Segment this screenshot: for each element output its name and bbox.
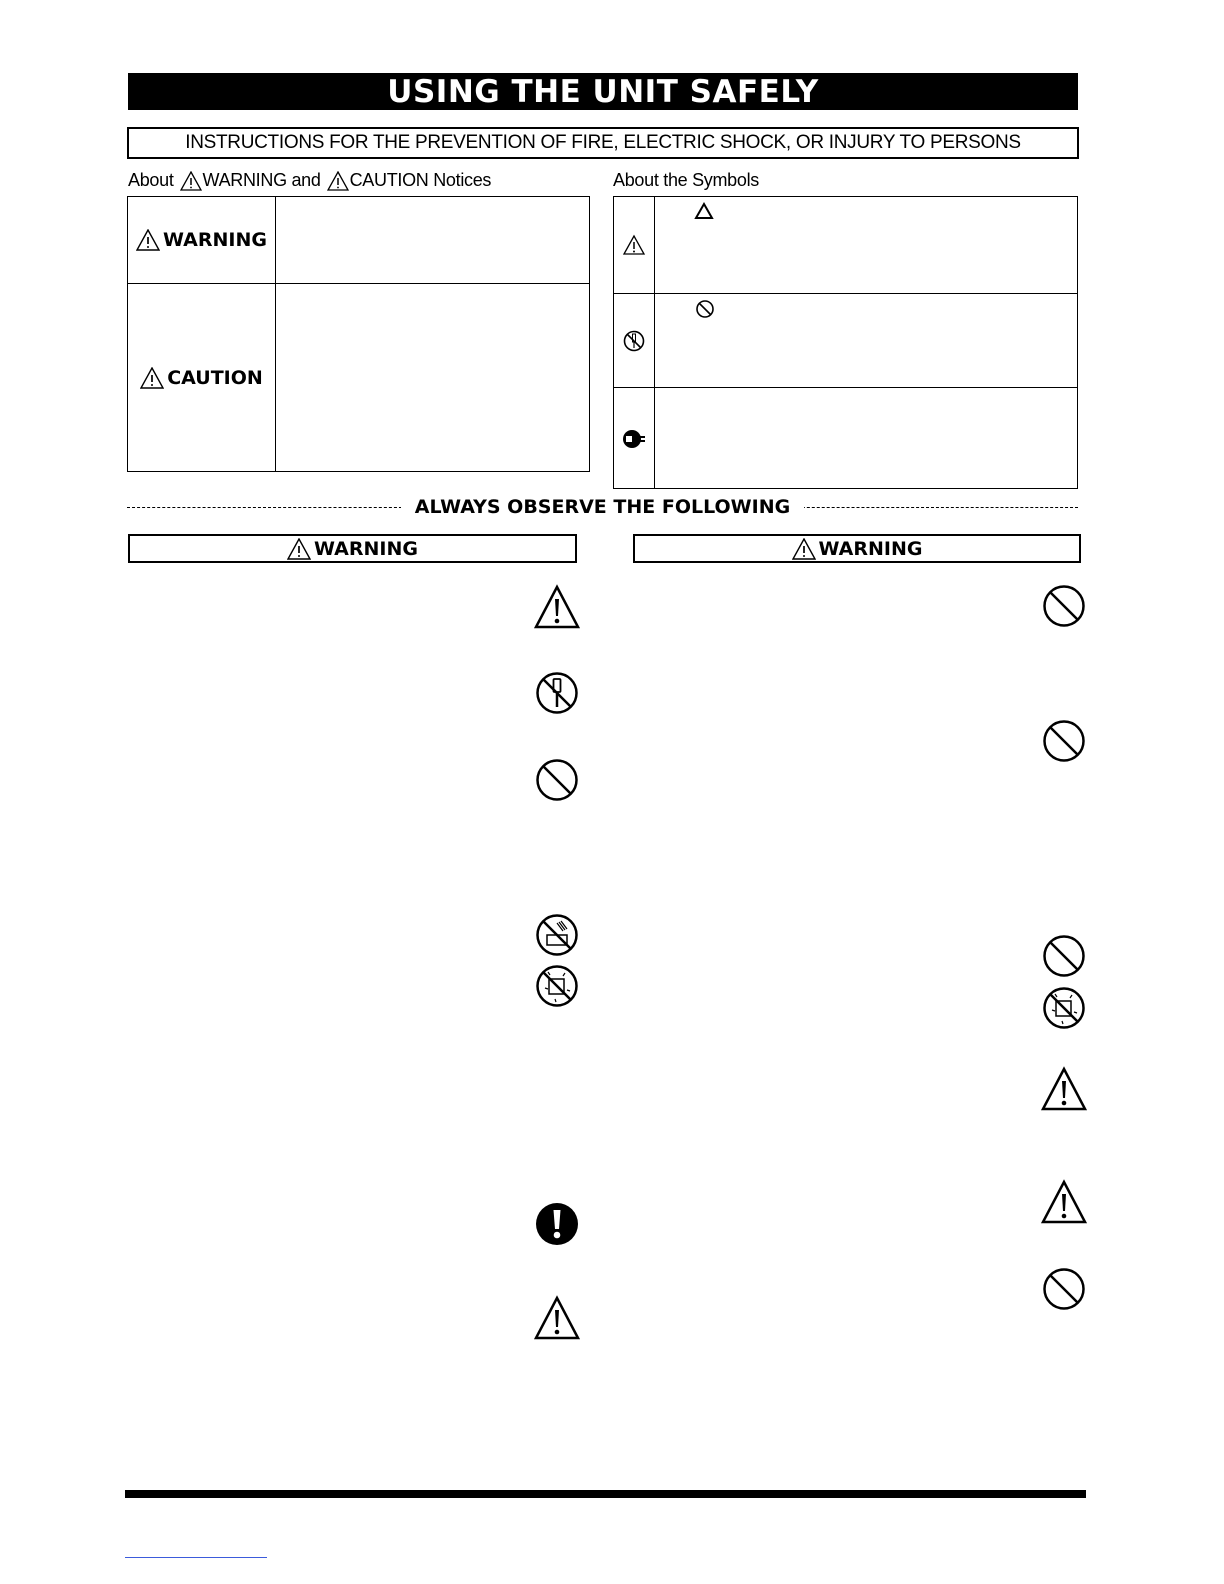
footer-link-underline[interactable] <box>125 1557 267 1558</box>
left-warning-header: WARNING <box>128 534 577 563</box>
caution-triangle-icon <box>1040 1066 1088 1116</box>
warning-and-label: WARNING and <box>202 170 321 190</box>
instructions-subtitle: INSTRUCTIONS FOR THE PREVENTION OF FIRE, ELECTRIC SHOCK, OR INJURY TO PERSONS <box>127 127 1079 159</box>
unplug-icon <box>614 388 654 489</box>
bottom-rule <box>125 1490 1086 1498</box>
symbol-table <box>613 196 1078 489</box>
warning-triangle-icon <box>136 229 160 251</box>
prohibited-icon <box>1042 584 1086 632</box>
warning-triangle-icon <box>180 171 202 191</box>
caution-notices-label: CAUTION Notices <box>349 170 492 190</box>
notice-table <box>127 196 590 472</box>
no-disassemble-icon <box>614 294 654 387</box>
caution-triangle-icon <box>533 584 581 634</box>
caution-notice-label: CAUTION <box>128 284 275 472</box>
prohibited-symbol-icon <box>695 299 715 323</box>
prohibited-icon <box>1042 934 1086 982</box>
caution-triangle-icon <box>1040 1179 1088 1229</box>
caution-triangle-icon <box>533 1295 581 1345</box>
prohibited-icon <box>1042 1267 1086 1315</box>
prohibited-icon <box>1042 719 1086 767</box>
no-water-icon <box>535 964 579 1012</box>
warning-notice-label: WARNING <box>128 197 275 283</box>
about-label: About <box>128 170 174 190</box>
notices-section-label <box>128 170 491 191</box>
prohibited-icon <box>535 758 579 806</box>
observe-divider <box>127 496 1078 520</box>
observe-label: ALWAYS OBSERVE THE FOLLOWING <box>401 496 804 518</box>
triangle-symbol-icon <box>694 202 714 224</box>
no-wet-hands-icon <box>535 913 579 961</box>
mandatory-icon <box>535 1201 579 1251</box>
warning-triangle-icon <box>792 538 816 560</box>
no-water-icon <box>1042 986 1086 1034</box>
right-warning-header: WARNING <box>633 534 1081 563</box>
caution-triangle-icon <box>614 197 654 293</box>
no-disassemble-icon <box>535 671 579 719</box>
warning-triangle-icon <box>287 538 311 560</box>
caution-triangle-icon <box>327 171 349 191</box>
page-title: USING THE UNIT SAFELY <box>128 73 1078 110</box>
caution-triangle-icon <box>140 367 164 389</box>
symbols-section-label: About the Symbols <box>613 170 759 190</box>
